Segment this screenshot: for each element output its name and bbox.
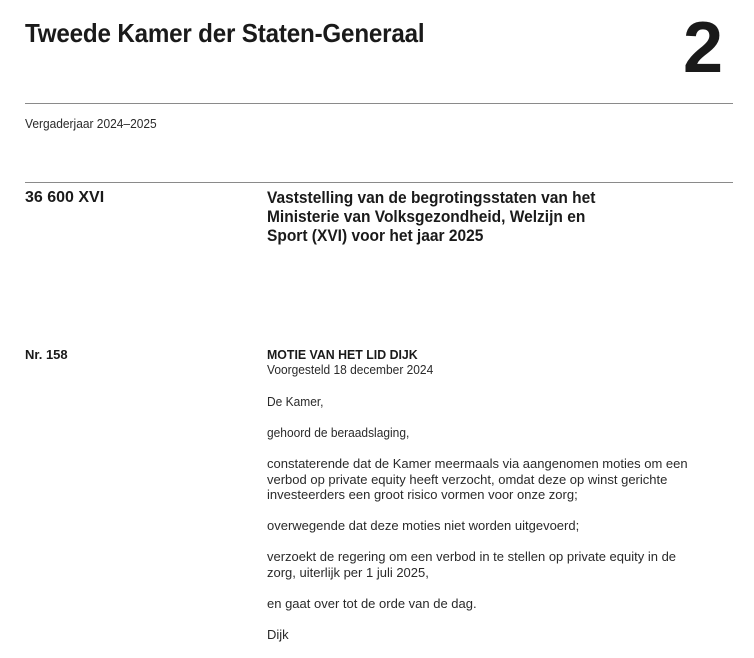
- paragraph-closing: en gaat over tot de orde van de dag.: [267, 596, 477, 611]
- paragraph-line: constaterende dat de Kamer meermaals via aangenomen moties om een: [267, 456, 688, 471]
- paragraph-line: investeerders een groot risico vormen voor onze zorg;: [267, 487, 578, 502]
- dossier-title-line: Sport (XVI) voor het jaar 2025: [267, 227, 484, 245]
- header-divider: [25, 103, 733, 104]
- motion-heading: MOTIE VAN HET LID DIJK: [267, 347, 418, 362]
- motion-proposed-date: Voorgesteld 18 december 2024: [267, 362, 434, 377]
- chamber-title: Tweede Kamer der Staten-Generaal: [25, 18, 425, 48]
- document-number: 2: [683, 8, 724, 88]
- paragraph-addressee: De Kamer,: [267, 394, 324, 409]
- item-number: Nr. 158: [25, 347, 68, 362]
- session-year: Vergaderjaar 2024–2025: [25, 116, 157, 131]
- dossier-title-line: Ministerie van Volksgezondheid, Welzijn en: [267, 208, 586, 226]
- section-divider: [25, 182, 733, 183]
- paragraph-request: [267, 549, 676, 580]
- dossier-title-line: Vaststelling van de begrotingsstaten van het: [267, 189, 596, 207]
- paragraph-heard: gehoord de beraadslaging,: [267, 425, 410, 440]
- dossier-title: [267, 189, 709, 246]
- paragraph-weighing: overwegende dat deze moties niet worden uitgevoerd;: [267, 518, 580, 533]
- signature: Dijk: [267, 627, 289, 642]
- dossier-number: 36 600 XVI: [25, 189, 105, 206]
- paragraph-line: verbod op private equity heeft verzocht, omdat deze op winst gerichte: [267, 471, 668, 487]
- paragraph-considering: [267, 456, 688, 503]
- paragraph-line: verzoekt de regering om een verbod in te stellen op private equity in de: [267, 549, 677, 564]
- paragraph-line: zorg, uiterlijk per 1 juli 2025,: [267, 564, 429, 580]
